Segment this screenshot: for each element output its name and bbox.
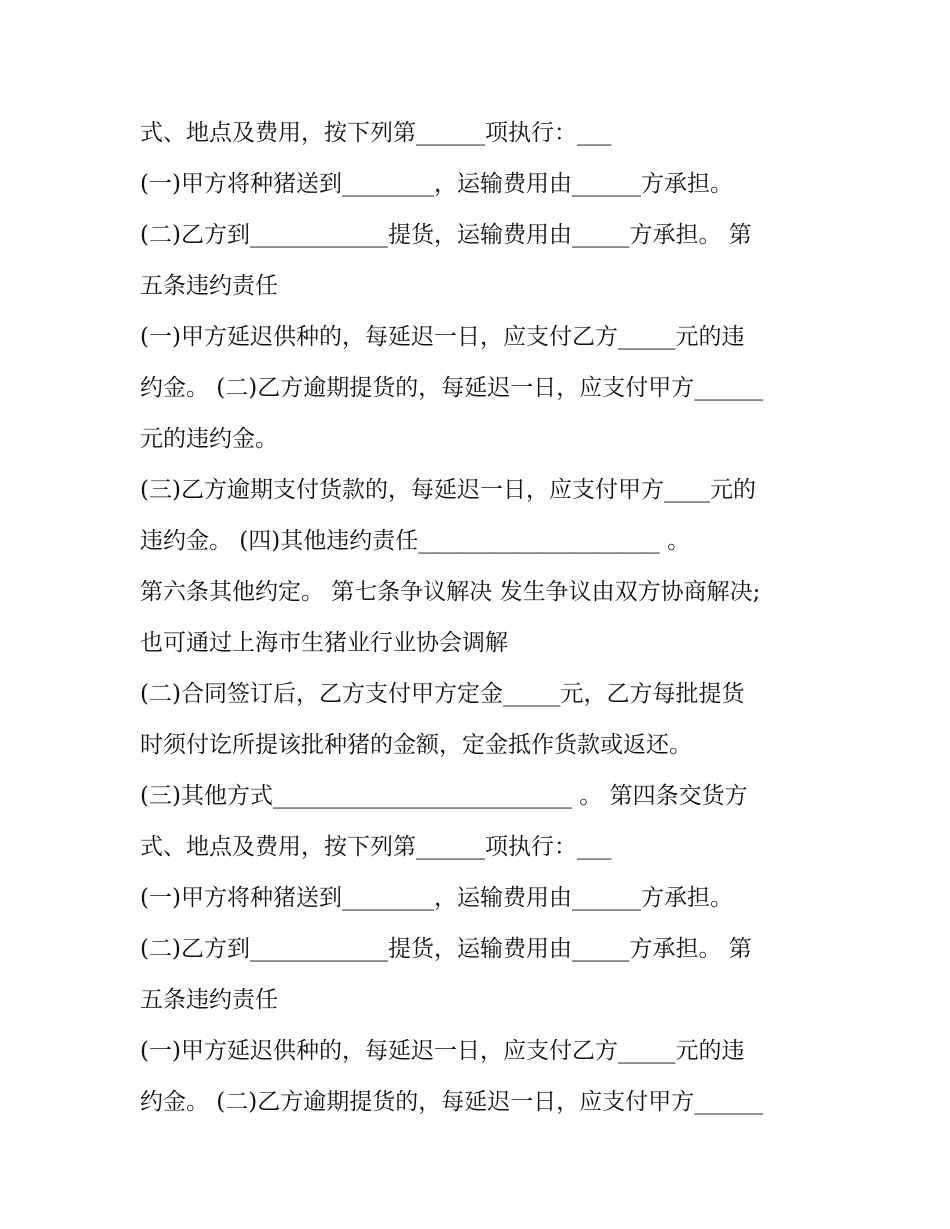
text-line: 五条违约责任 (140, 987, 278, 1013)
text-line: 也可通过上海市生猪业行业协会调解 (140, 630, 508, 656)
text-line: 约金。 (二)乙方逾期提货的，每延迟一日，应支付甲方______ (140, 1089, 764, 1115)
text-line: 式、地点及费用，按下列第______项执行：___ (140, 834, 612, 860)
text-line: (一)甲方将种猪送到________，运输费用由______方承担。 (140, 171, 733, 197)
text-line: (三)其他方式__________________________ 。 第四条交货方 (140, 783, 748, 809)
document-page (140, 108, 830, 1128)
text-line: (三)乙方逾期支付货款的，每延迟一日，应支付甲方____元的 (140, 477, 756, 503)
text-line: (二)合同签订后，乙方支付甲方定金_____元，乙方每批提货 (140, 681, 745, 707)
text-line: (二)乙方到____________提货，运输费用由_____方承担。 第 (140, 936, 752, 962)
text-line: 式、地点及费用，按下列第______项执行：___ (140, 120, 612, 146)
text-line: (一)甲方延迟供种的，每延迟一日，应支付乙方_____元的违 (140, 1038, 745, 1064)
text-line: 违约金。 (四)其他违约责任_____________________ 。 (140, 528, 691, 554)
text-line: 时须付讫所提该批种猪的金额，定金抵作货款或返还。 (140, 732, 692, 758)
text-line: 第六条其他约定。 第七条争议解决 发生争议由双方协商解决; (140, 579, 761, 605)
text-line: 五条违约责任 (140, 273, 278, 299)
text-line: (一)甲方延迟供种的，每延迟一日，应支付乙方_____元的违 (140, 324, 745, 350)
text-line: (二)乙方到____________提货，运输费用由_____方承担。 第 (140, 222, 752, 248)
text-line: 元的违约金。 (140, 426, 278, 452)
text-line: 约金。 (二)乙方逾期提货的，每延迟一日，应支付甲方______ (140, 375, 764, 401)
text-line: (一)甲方将种猪送到________，运输费用由______方承担。 (140, 885, 733, 911)
